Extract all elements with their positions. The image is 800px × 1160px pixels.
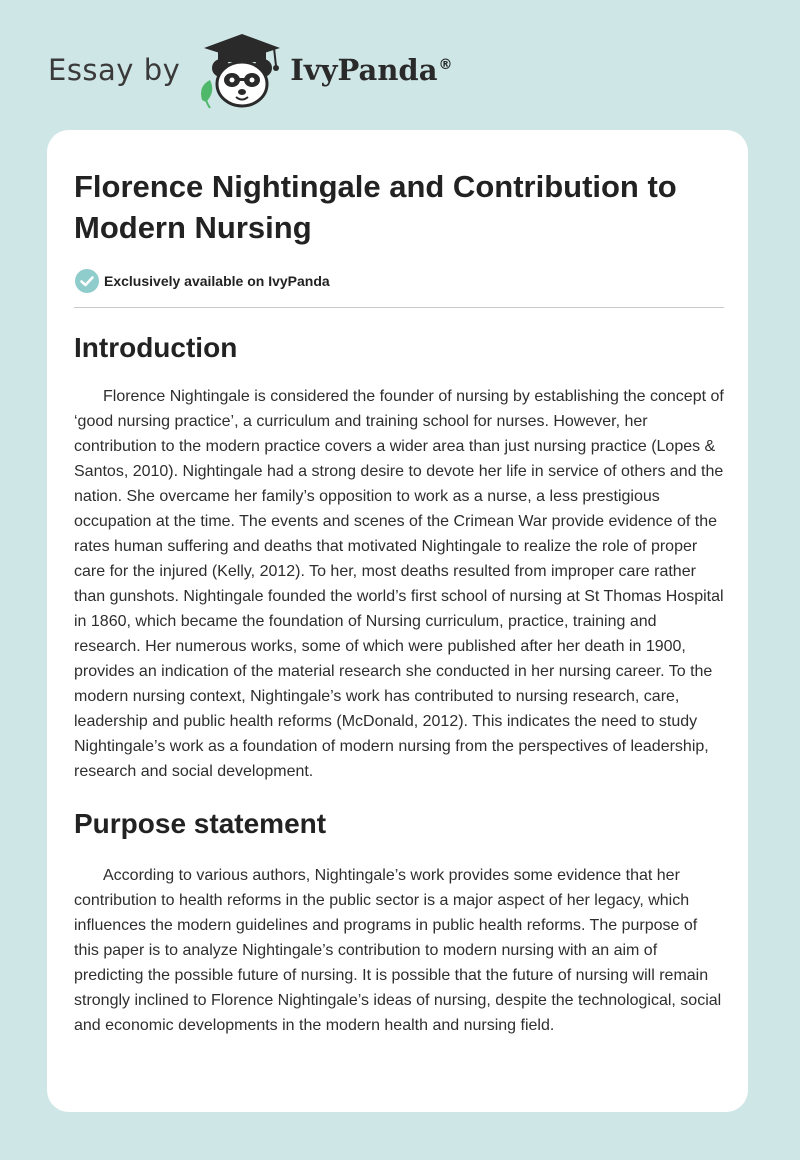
essay-content: [74, 166, 724, 1038]
exclusive-badge-label: Exclusively available on IvyPanda: [104, 273, 330, 289]
essay-title: Florence Nightingale and Contribution to Modern Nursing: [74, 169, 677, 245]
registered-mark: ®: [438, 57, 453, 74]
section-heading-introduction: Introduction: [74, 332, 238, 363]
section-body-introduction: Florence Nightingale is considered the founder of nursing by establishing the concept of ‘good nursing practice’, a curriculum and training school for nurses. However, her contribution to the modern practice covers a wider area than just nursing practice (Lopes & Santos, 2010). Nightingale had a strong desire to devote her life in service of others and the nation. She overcame her family’s opposition to work as a nurse, a less prestigious occupation at the time. The events and scenes of the Crimean War provide evidence of the rates human suffering and deaths that motivated Nightingale to realize the role of proper care for the injured (Kelly, 2012). To her, most deaths resulted from improper care rather than gunshots. Nightingale founded the world’s first school of nursing at St Thomas Hospital in 1860, which became the foundation of Nursing curriculum, practice, training and research. Her numerous works, some of which were published after her death in 1900, provides an indication of the material research she conducted in her nursing career. To the modern nursing context, Nightingale’s work has contributed to nursing research, care, leadership and public health reforms (McDonald, 2012). This indicates the need to study Nightingale’s work as a foundation of modern nursing from the perspectives of leadership, research and social development.: [74, 388, 724, 780]
title-divider: [74, 307, 724, 308]
exclusive-badge: [74, 268, 724, 294]
check-circle-icon: [74, 268, 100, 294]
site-header: [48, 30, 453, 110]
section-heading-purpose-statement: Purpose statement: [74, 808, 327, 839]
essay-by-label: Essay by: [48, 53, 181, 87]
panda-graduate-logo-icon[interactable]: [194, 30, 286, 110]
section-body-purpose-statement: According to various authors, Nightingale’s work provides some evidence that her contribution to health reforms in the public sector is a major aspect of her legacy, which influences the modern guidelines and programs in public health reforms. The purpose of this paper is to analyze Nightingale’s contribution to modern nursing with an aim of predicting the possible future of nursing. It is possible that the future of nursing will remain strongly inclined to Florence Nightingale’s ideas of nursing, despite the technological, social and economic developments in the modern health and nursing field.: [74, 867, 722, 1034]
essay-card: [47, 130, 748, 1112]
brand-name[interactable]: IvyPanda®: [290, 53, 453, 87]
